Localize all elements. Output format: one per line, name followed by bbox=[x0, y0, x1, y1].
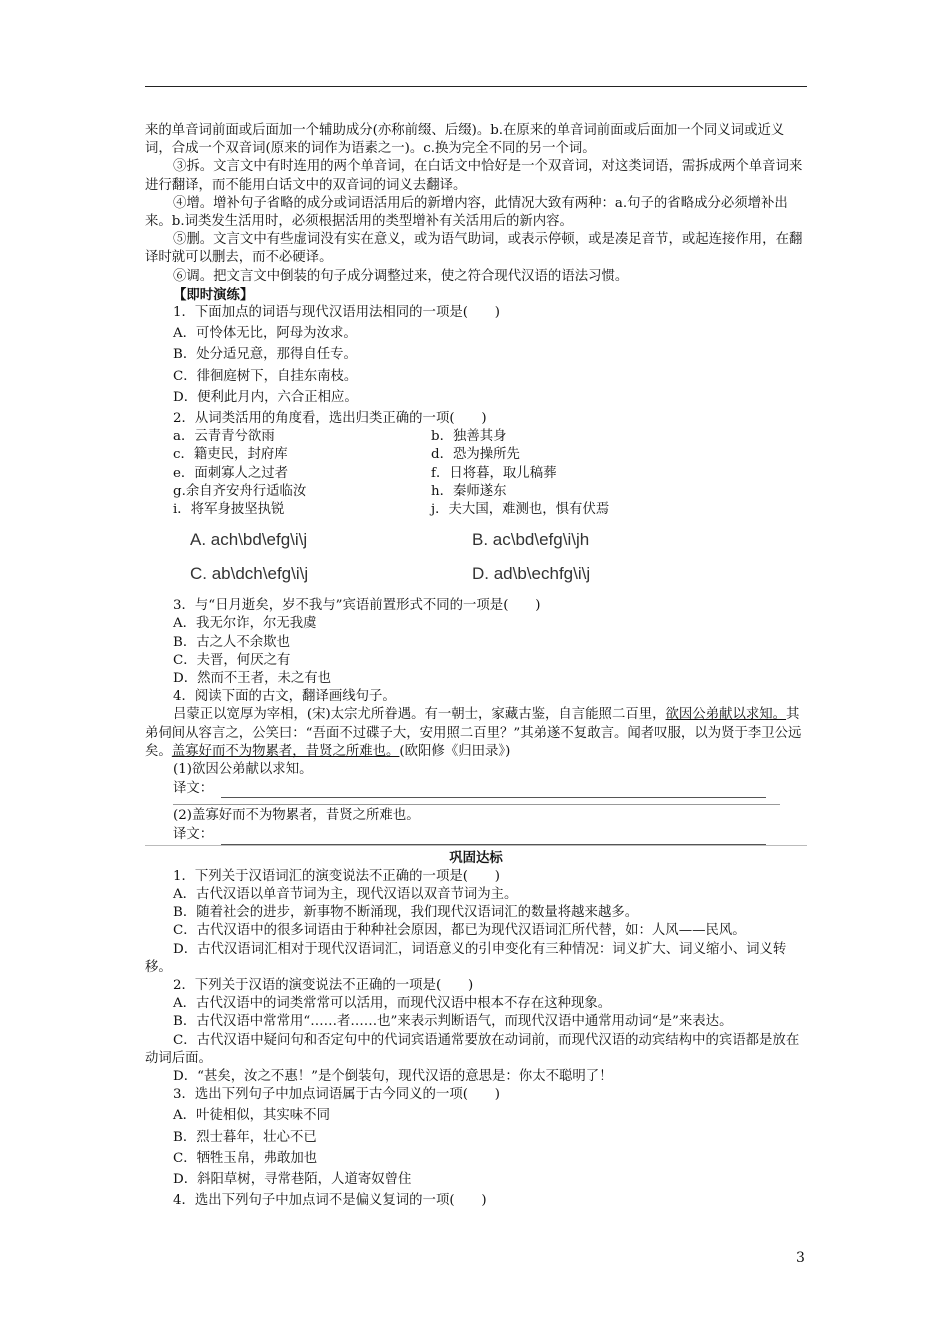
item: j．夫大国，难测也，惧有伏焉 bbox=[431, 502, 610, 518]
option: A．古代汉语以单音节词为主，现代汉语以双音节词为主。 bbox=[173, 886, 518, 902]
sub-question: (1)欲因公弟献以求知。 bbox=[173, 762, 313, 778]
question-stem: 2．下列关于汉语的演变说法不正确的一项是( ) bbox=[173, 977, 474, 993]
paragraph: ⑤删。文言文中有些虚词没有实在意义，或为语气助词，或表示停顿，或是凑足音节，或起连接作用，在翻译时就可以删去，而不必硬译。 bbox=[145, 232, 803, 266]
underlined-sentence: 盖寡好而不为物累者，昔贤之所难也。 bbox=[171, 743, 400, 759]
pair-row bbox=[145, 446, 807, 464]
question-stem: 4．阅读下面的古文，翻译画线句子。 bbox=[173, 689, 396, 705]
item: g.余自齐安舟行适临汝 bbox=[173, 483, 307, 499]
passage-source: (欧阳修《归田录》) bbox=[399, 743, 511, 759]
item: d．恐为操所先 bbox=[431, 447, 520, 463]
question-stem: 2．从词类活用的角度看，选出归类正确的一项( ) bbox=[173, 411, 487, 427]
answer-line bbox=[173, 798, 780, 805]
option: C．徘徊庭树下，自挂东南枝。 bbox=[173, 368, 358, 384]
question-stem: 4．选出下列句子中加点词不是偏义复词的一项( ) bbox=[173, 1193, 487, 1209]
paragraph: ⑥调。把文言文中倒装的句子成分调整过来，使之符合现代汉语的语法习惯。 bbox=[173, 268, 629, 284]
item: b．独善其身 bbox=[431, 429, 507, 445]
option: B．处分适兄意，那得自任专。 bbox=[173, 347, 357, 363]
option: B．古之人不余欺也 bbox=[173, 634, 290, 650]
paragraph: ③拆。文言文中有时连用的两个单音词，在白话文中恰好是一个双音词，对这类词语，需拆成两个单音词来进行翻译，而不能用白话文中的双音词的词义去翻译。 bbox=[145, 159, 803, 193]
sub-question: (2)盖寡好而不为物累者，昔贤之所难也。 bbox=[173, 808, 420, 824]
passage-text: 其弟伺间从容言之，公笑曰：“吾面不过碟子大，安用照二百里？”其弟遂不复敢言。闻者叹服，以为贤于李卫公远矣。 bbox=[145, 707, 802, 759]
page-number: 3 bbox=[796, 1250, 805, 1266]
option: C．夫晋，何厌之有 bbox=[173, 652, 291, 668]
section-title: 巩固达标 bbox=[145, 845, 807, 868]
question-stem: 1．下面加点的词语与现代汉语用法相同的一项是( ) bbox=[173, 305, 500, 321]
translation-label: 译文： bbox=[173, 781, 214, 797]
translation-answer[interactable] bbox=[145, 779, 807, 798]
paragraph: ④增。增补句子省略的成分或词语活用后的新增内容，此情况大致有两种：a.句子的省略成分必须增补出来。b.词类发生活用时，必须根据活用的类型增补有关活用后的新内容。 bbox=[145, 195, 788, 230]
choice-row bbox=[145, 563, 807, 585]
choice: A. ach\bd\efg\i\j bbox=[190, 530, 308, 550]
option: C．牺牲玉帛，弗敢加也 bbox=[173, 1150, 318, 1166]
option: B．古代汉语中常常用“……者……也”来表示判断语气，而现代汉语中通常用动词“是”来表达。 bbox=[173, 1014, 733, 1030]
choice: C. ab\dch\efg\i\j bbox=[190, 564, 309, 584]
document-body bbox=[145, 122, 807, 1210]
item: a．云青青兮欲雨 bbox=[173, 429, 275, 445]
question-stem: 3．与“日月逝矣，岁不我与”宾语前置形式不同的一项是( ) bbox=[173, 598, 541, 614]
item: f．日将暮，取儿稿葬 bbox=[431, 465, 557, 481]
option: D．古代汉语词汇相对于现代汉语词汇，词语意义的引申变化有三种情况：词义扩大、词义缩小、词义转移。 bbox=[145, 941, 787, 975]
translation-answer[interactable] bbox=[145, 826, 807, 845]
choice: B. ac\bd\efg\i\jh bbox=[472, 530, 590, 550]
pair-row bbox=[145, 428, 807, 446]
question-stem: 3．选出下列句子中加点词语属于古今同义的一项( ) bbox=[173, 1087, 500, 1103]
option: C．古代汉语中的很多词语由于种种社会原因，都已为现代汉语词汇所代替，如：人风——民风。 bbox=[173, 923, 746, 939]
passage-text: 吕蒙正以宽厚为宰相，(宋)太宗尤所眷遇。有一朝士，家藏古鉴，自言能照二百里， bbox=[173, 707, 666, 723]
option: A．可怜体无比，阿母为汝求。 bbox=[173, 326, 357, 342]
header-rule bbox=[145, 86, 807, 87]
option: B．烈士暮年，壮心不已 bbox=[173, 1129, 317, 1145]
answer-line bbox=[221, 832, 766, 845]
item: i．将军身披坚执锐 bbox=[173, 502, 285, 518]
item: h．秦师遂东 bbox=[431, 483, 507, 499]
underlined-sentence: 欲因公弟献以求知。 bbox=[665, 707, 787, 723]
paragraph: 来的单音词前面或后面加一个辅助成分(亦称前缀、后缀)。b.在原来的单音词前面或后面加一个同义词或近义词，合成一个双音词(原来的词作为语素之一)。c.换为完全不同的另一个词。 bbox=[145, 123, 785, 157]
pair-row bbox=[145, 465, 807, 483]
translation-label: 译文： bbox=[173, 827, 214, 843]
option: D．便利此月内，六合正相应。 bbox=[173, 389, 358, 405]
drill-heading: 【即时演练】 bbox=[173, 286, 254, 303]
pair-row bbox=[145, 501, 807, 519]
option: D．斜阳草树，寻常巷陌，人道寄奴曾住 bbox=[173, 1171, 412, 1187]
option: D．然而不王者，未之有也 bbox=[173, 671, 332, 687]
answer-line bbox=[221, 785, 766, 798]
question-stem: 1．下列关于汉语词汇的演变说法不正确的一项是( ) bbox=[173, 868, 500, 884]
option: A．古代汉语中的词类常常可以活用，而现代汉语中根本不存在这种现象。 bbox=[173, 996, 612, 1012]
pair-row bbox=[145, 483, 807, 501]
choice: D. ad\b\echfg\i\j bbox=[472, 564, 591, 584]
option: D．“甚矣，汝之不惠！”是个倒装句，现代汉语的意思是：你太不聪明了！ bbox=[173, 1068, 613, 1084]
option: A．我无尔诈，尔无我虞 bbox=[173, 616, 317, 632]
option: A．叶徒相似，其实味不同 bbox=[173, 1108, 330, 1124]
option: C．古代汉语中疑问句和否定句中的代词宾语通常要放在动词前，而现代汉语的动宾结构中的宾语都是放在动词后面。 bbox=[145, 1032, 800, 1066]
item: e．面刺寡人之过者 bbox=[173, 465, 289, 481]
option: B．随着社会的进步，新事物不断涌现，我们现代汉语词汇的数量将越来越多。 bbox=[173, 905, 639, 921]
classical-passage bbox=[145, 706, 807, 761]
item: c．籍吏民，封府库 bbox=[173, 447, 288, 463]
choice-row bbox=[145, 529, 807, 551]
